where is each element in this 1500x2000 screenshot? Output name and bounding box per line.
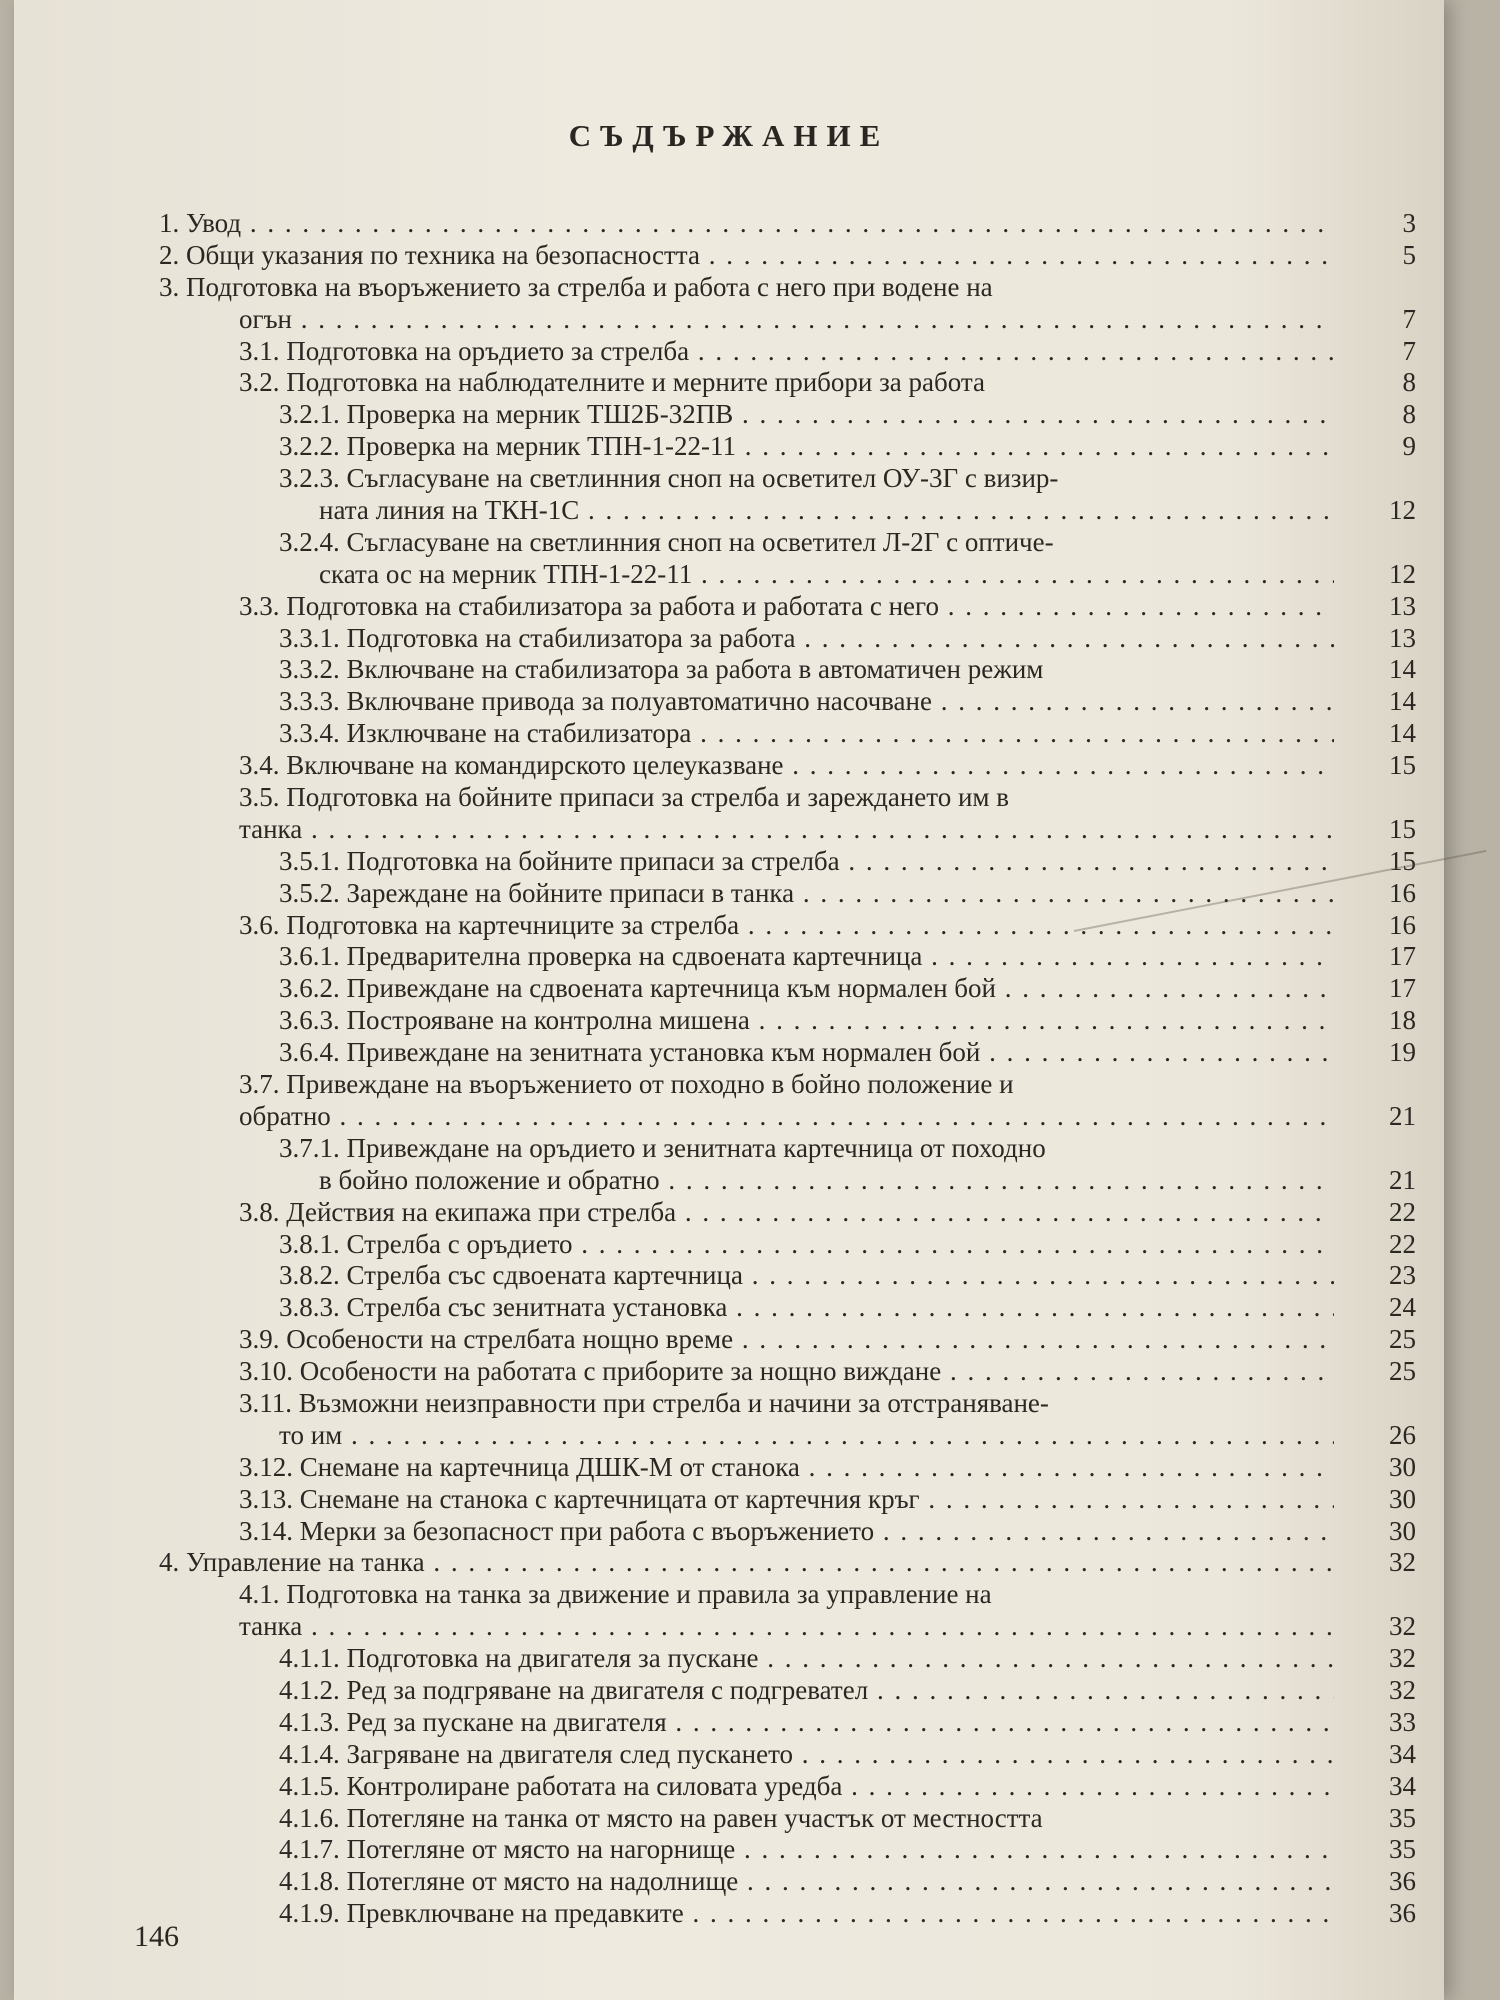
toc-entry: [14, 1484, 1444, 1516]
toc-entry: [14, 878, 1444, 910]
toc-entry: [14, 910, 1444, 942]
toc-entry-page: 32: [1389, 1611, 1416, 1642]
toc-entry: [14, 782, 1444, 814]
toc-entry-text: 3.5. Подготовка на бойните припаси за стрелба и зареждането им в: [239, 782, 1010, 813]
toc-entry: [14, 941, 1444, 973]
toc-entry: [14, 623, 1444, 655]
toc-entry: [14, 1547, 1444, 1579]
toc-entry-page: 17: [1389, 973, 1416, 1004]
toc-entry-page: 19: [1389, 1037, 1416, 1068]
toc-entry-text: 3. Подготовка на въоръжението за стрелба и работа с него при водене на: [159, 271, 993, 302]
toc-entry: [14, 1420, 1444, 1452]
toc-entry: [14, 1324, 1444, 1356]
toc-entry-text: 3.1. Подготовка на оръдието за стрелба . . .: [239, 336, 1334, 368]
toc-entry: [14, 1739, 1444, 1771]
toc-entry: [14, 367, 1444, 399]
toc-entry-text: 3.8.3. Стрелба със зенитната установка . . .: [279, 1292, 1334, 1324]
toc-entry: [14, 654, 1444, 686]
toc-entry-page: 33: [1389, 1706, 1416, 1737]
toc-entry-text: огън . . .: [239, 304, 1334, 336]
toc-entry-text: 3.3.3. Включване привода за полуавтоматично насочване . . .: [279, 686, 1334, 718]
toc-entry-page: 22: [1389, 1196, 1416, 1227]
toc-entry-text: 3.7.1. Привеждане на оръдието и зенитната картечница от походно: [279, 1132, 1046, 1163]
toc-entry: [14, 1643, 1444, 1675]
toc-entry-text: 4.1.2. Ред за подгряване на двигателя с подгревател . . .: [279, 1675, 1334, 1707]
toc-entry-text: 3.6.1. Предварителна проверка на сдвоената картечница . . .: [279, 941, 1334, 973]
toc-entry-text: обратно . . .: [239, 1101, 1334, 1133]
toc-entry: [14, 1229, 1444, 1261]
toc-entry-text: в бойно положение и обратно . . .: [319, 1165, 1334, 1197]
toc-entry-page: 7: [1402, 303, 1416, 334]
toc-entry: [14, 1866, 1444, 1898]
toc-entry-text: 3.9. Особености на стрелбата нощно време . . .: [239, 1324, 1334, 1356]
toc-entry: [14, 1260, 1444, 1292]
toc-entry-text: 3.11. Възможни неизправности при стрелба и начини за отстраняване-: [239, 1387, 1049, 1418]
toc-entry-page: 22: [1389, 1228, 1416, 1259]
page-number: 146: [134, 1920, 179, 1953]
toc-entry: [14, 1803, 1444, 1835]
toc-entry-text: 3.12. Снемане на картечница ДШК-М от станока . . .: [239, 1452, 1334, 1484]
toc-entry: [14, 463, 1444, 495]
toc-entry-page: 7: [1402, 335, 1416, 366]
toc-entry-text: 3.2.2. Проверка на мерник ТПН-1-22-11 . . .: [279, 431, 1334, 463]
toc-entry: [14, 1611, 1444, 1643]
toc-entry-page: 34: [1389, 1770, 1416, 1801]
toc-entry-text: 4.1.5. Контролиране работата на силовата уредба . . .: [279, 1771, 1334, 1803]
toc-entry: [14, 1579, 1444, 1611]
toc-entry-text: 3.2.3. Съгласуване на светлинния сноп на осветител ОУ-3Г с визир-: [279, 463, 1059, 494]
toc-entry-text: танка . . .: [239, 1611, 1334, 1643]
toc-entry: [14, 1388, 1444, 1420]
toc-entry-page: 13: [1389, 622, 1416, 653]
toc-entry: [14, 431, 1444, 463]
toc-entry-text: 3.5.1. Подготовка на бойните припаси за стрелба . . .: [279, 846, 1334, 878]
toc-entry-text: 3.6. Подготовка на картечниците за стрелба . . .: [239, 910, 1334, 942]
toc-entry-text: 3.14. Мерки за безопасност при работа с въоръжението . . .: [239, 1516, 1334, 1548]
toc-entry-page: 14: [1389, 654, 1416, 685]
toc-entry-text: 3.7. Привеждане на въоръжението от походно в бойно положение и: [239, 1069, 1014, 1100]
toc-entry-text: 3.3.4. Изключване на стабилизатора . . .: [279, 718, 1334, 750]
toc-entry-text: 3.8. Действия на екипажа при стрелба . . .: [239, 1197, 1334, 1229]
toc-entry-text: 3.2.4. Съгласуване на светлинния сноп на осветител Л-2Г с оптиче-: [279, 526, 1054, 557]
book-page: [14, 0, 1444, 2000]
toc-entry-text: 4.1.8. Потегляне от място на надолнище . . .: [279, 1866, 1334, 1898]
toc-entry-text: 3.3.1. Подготовка на стабилизатора за работа . . .: [279, 623, 1334, 655]
toc-entry-text: ската ос на мерник ТПН-1-22-11 . . .: [319, 559, 1334, 591]
toc-entry-page: 21: [1389, 1100, 1416, 1131]
toc-entry-page: 3: [1402, 208, 1416, 238]
toc-entry: [14, 527, 1444, 559]
toc-entry-text: 4.1.9. Превключване на предавките . . .: [279, 1898, 1334, 1930]
toc-entry: [14, 1069, 1444, 1101]
toc-entry: [14, 591, 1444, 623]
table-of-contents: [14, 208, 1444, 1930]
toc-entry-text: 3.4. Включване на командирското целеуказване . . .: [239, 750, 1334, 782]
toc-entry-text: 3.2. Подготовка на наблюдателните и мерните прибори за работа: [239, 367, 985, 398]
toc-entry-page: 15: [1389, 750, 1416, 781]
toc-entry: [14, 1101, 1444, 1133]
toc-entry: [14, 208, 1444, 240]
toc-entry-text: 3.6.2. Привеждане на сдвоената картечница към нормален бой . . .: [279, 973, 1334, 1005]
toc-entry-text: 4.1.1. Подготовка на двигателя за пускане . . .: [279, 1643, 1334, 1675]
toc-entry-page: 17: [1389, 941, 1416, 972]
toc-entry: [14, 1133, 1444, 1165]
toc-entry-text: 4.1.7. Потегляне от място на нагорнище . . .: [279, 1834, 1334, 1866]
toc-entry: [14, 846, 1444, 878]
toc-entry-page: 32: [1389, 1547, 1416, 1578]
toc-entry-text: 3.2.1. Проверка на мерник ТШ2Б-32ПВ . . .: [279, 399, 1334, 431]
toc-entry: [14, 1292, 1444, 1324]
toc-entry-text: 2. Общи указания по техника на безопасността . . .: [159, 240, 1334, 272]
toc-entry-text: 3.10. Особености на работата с приборите за нощно виждане . . .: [239, 1356, 1334, 1388]
toc-entry-text: 4.1.3. Ред за пускане на двигателя . . .: [279, 1707, 1334, 1739]
toc-entry: [14, 1165, 1444, 1197]
toc-entry-page: 5: [1402, 239, 1416, 270]
toc-entry-text: 4. Управление на танка . . .: [159, 1547, 1334, 1579]
toc-entry-page: 16: [1389, 877, 1416, 908]
toc-entry-page: 30: [1389, 1483, 1416, 1514]
toc-entry: [14, 1037, 1444, 1069]
toc-entry: [14, 814, 1444, 846]
toc-entry-text: 4.1.4. Загряване на двигателя след пускането . . .: [279, 1739, 1334, 1771]
toc-entry-text: 3.3.2. Включване на стабилизатора за работа в автоматичен режим: [279, 654, 1044, 685]
toc-entry-page: 12: [1389, 558, 1416, 589]
page-title: СЪДЪРЖАНИЕ: [568, 118, 890, 153]
toc-entry-text: то им . . .: [279, 1420, 1334, 1452]
toc-entry: [14, 1834, 1444, 1866]
toc-entry: [14, 1356, 1444, 1388]
toc-entry: [14, 750, 1444, 782]
toc-entry-text: 3.5.2. Зареждане на бойните припаси в танка . . .: [279, 878, 1334, 910]
toc-entry-page: 35: [1389, 1802, 1416, 1833]
toc-entry-page: 35: [1389, 1834, 1416, 1865]
toc-entry-page: 13: [1389, 590, 1416, 621]
toc-entry: [14, 1452, 1444, 1484]
toc-entry-text: 4.1. Подготовка на танка за движение и правила за управление на: [239, 1579, 992, 1610]
toc-entry: [14, 272, 1444, 304]
toc-entry-page: 8: [1402, 399, 1416, 430]
toc-entry: [14, 686, 1444, 718]
toc-entry-page: 30: [1389, 1451, 1416, 1482]
toc-entry: [14, 1675, 1444, 1707]
toc-entry-page: 26: [1389, 1419, 1416, 1450]
toc-entry-text: 4.1.6. Потегляне на танка от място на равен участък от местността: [279, 1802, 1043, 1833]
toc-entry-text: 3.13. Снемане на станока с картечницата от картечния кръг . . .: [239, 1484, 1334, 1516]
toc-entry-page: 16: [1389, 909, 1416, 940]
toc-entry-page: 30: [1389, 1515, 1416, 1546]
toc-entry-text: 3.3. Подготовка на стабилизатора за работа и работата с него . . .: [239, 591, 1334, 623]
toc-entry-page: 25: [1389, 1356, 1416, 1387]
toc-entry-text: ната линия на ТКН-1С . . .: [319, 495, 1334, 527]
toc-entry-page: 25: [1389, 1324, 1416, 1355]
toc-entry-page: 36: [1389, 1866, 1416, 1897]
toc-entry-page: 14: [1389, 718, 1416, 749]
toc-entry-page: 18: [1389, 1005, 1416, 1036]
toc-entry-page: 21: [1389, 1164, 1416, 1195]
toc-entry-page: 24: [1389, 1292, 1416, 1323]
toc-entry: [14, 1707, 1444, 1739]
toc-entry: [14, 399, 1444, 431]
toc-entry: [14, 240, 1444, 272]
toc-entry: [14, 559, 1444, 591]
toc-entry-page: 34: [1389, 1738, 1416, 1769]
toc-entry: [14, 1005, 1444, 1037]
toc-entry: [14, 1898, 1444, 1930]
toc-entry-text: 3.6.4. Привеждане на зенитната установка към нормален бой . . .: [279, 1037, 1334, 1069]
toc-entry-text: 3.8.2. Стрелба със сдвоената картечница . . .: [279, 1260, 1334, 1292]
toc-entry-page: 12: [1389, 495, 1416, 526]
toc-entry-page: 36: [1389, 1898, 1416, 1929]
toc-entry-text: 3.6.3. Построяване на контролна мишена . . .: [279, 1005, 1334, 1037]
toc-entry-page: 14: [1389, 686, 1416, 717]
toc-entry: [14, 304, 1444, 336]
toc-entry-page: 9: [1402, 431, 1416, 462]
toc-entry-page: 15: [1389, 813, 1416, 844]
toc-entry: [14, 718, 1444, 750]
toc-entry-text: 1. Увод . . .: [159, 208, 1334, 240]
toc-entry-text: танка . . .: [239, 814, 1334, 846]
toc-entry: [14, 495, 1444, 527]
toc-entry: [14, 1197, 1444, 1229]
toc-entry-page: 8: [1402, 367, 1416, 398]
toc-entry: [14, 973, 1444, 1005]
toc-entry-page: 23: [1389, 1260, 1416, 1291]
toc-entry-page: 32: [1389, 1674, 1416, 1705]
toc-entry: [14, 1771, 1444, 1803]
toc-entry-text: 3.8.1. Стрелба с оръдието . . .: [279, 1229, 1334, 1261]
toc-entry: [14, 1516, 1444, 1548]
toc-entry-page: 32: [1389, 1643, 1416, 1674]
toc-entry-page: 15: [1389, 845, 1416, 876]
toc-entry: [14, 336, 1444, 368]
